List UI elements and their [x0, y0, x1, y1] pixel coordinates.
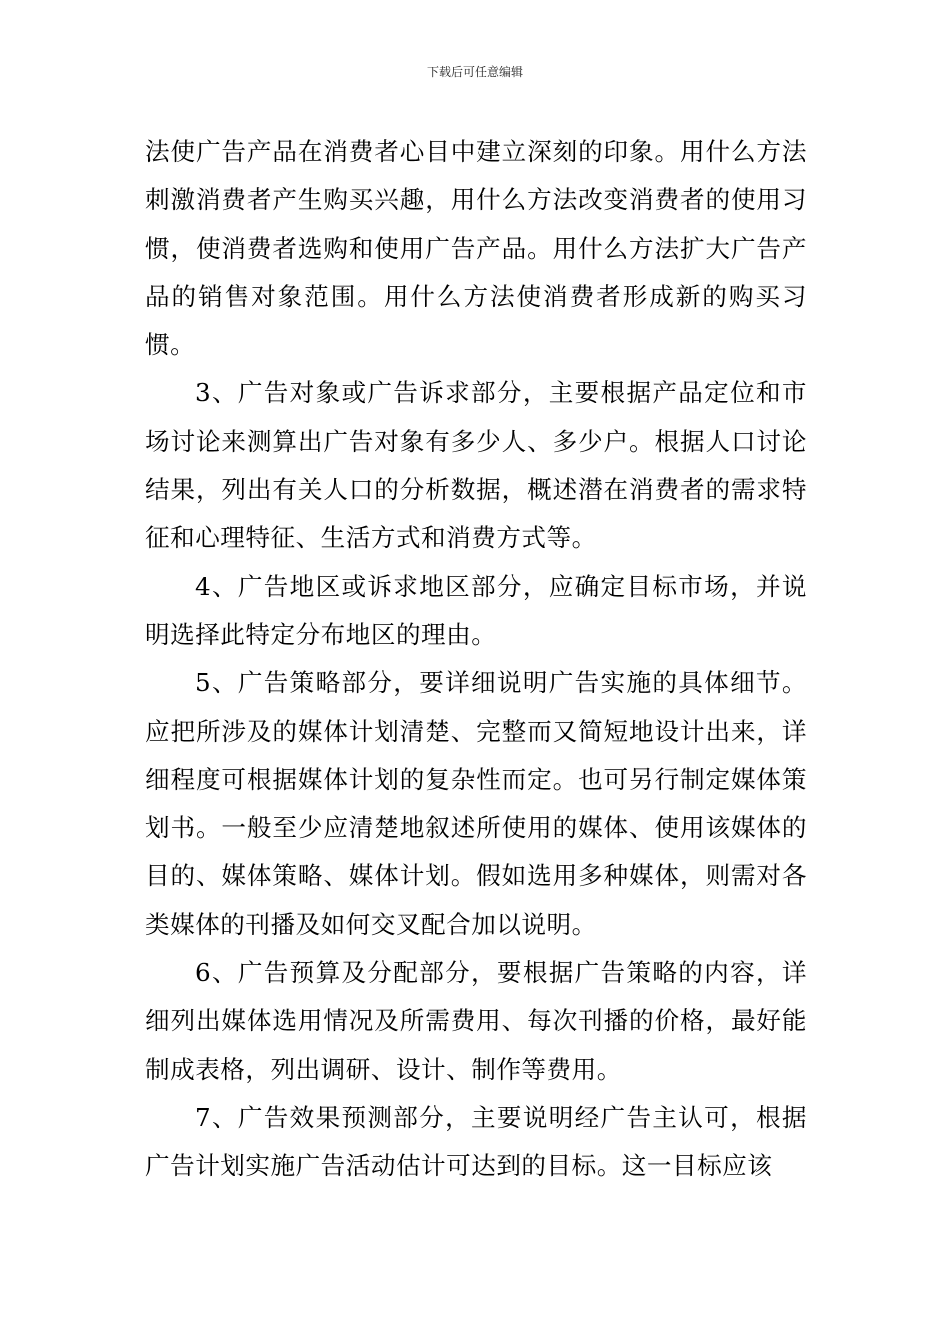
document-body: [145, 128, 807, 1191]
paragraph-item-5: 5、广告策略部分，要详细说明广告实施的具体细节。应把所涉及的媒体计划清楚、完整而又简短地设计出来，详细程度可根据媒体计划的复杂性而定。也可另行制定媒体策划书。一般至少应清楚地叙述所使用的媒体、使用该媒体的目的、媒体策略、媒体计划。假如选用多种媒体，则需对各类媒体的刊播及如何交叉配合加以说明。: [145, 668, 807, 939]
paragraph-item-6: 6、广告预算及分配部分，要根据广告策略的内容，详细列出媒体选用情况及所需费用、每次刊播的价格，最好能制成表格，列出调研、设计、制作等费用。: [145, 958, 807, 1084]
page-header: 下载后可任意编辑: [426, 65, 523, 79]
paragraph-item-4: 4、广告地区或诉求地区部分，应确定目标市场，并说明选择此特定分布地区的理由。: [145, 571, 807, 649]
paragraph-item-3: 3、广告对象或广告诉求部分，主要根据产品定位和市场讨论来测算出广告对象有多少人、多少户。根据人口讨论结果，列出有关人口的分析数据，概述潜在消费者的需求特征和心理特征、生活方式和消费方式等。: [145, 378, 807, 553]
paragraph-continuation: 法使广告产品在消费者心目中建立深刻的印象。用什么方法刺激消费者产生购买兴趣，用什么方法改变消费者的使用习惯，使消费者选购和使用广告产品。用什么方法扩大广告产品的销售对象范围。用什么方法使消费者形成新的购买习惯。: [145, 137, 807, 360]
paragraph-item-7: 7、广告效果预测部分，主要说明经广告主认可，根据广告计划实施广告活动估计可达到的目标。这一目标应该: [145, 1102, 807, 1181]
